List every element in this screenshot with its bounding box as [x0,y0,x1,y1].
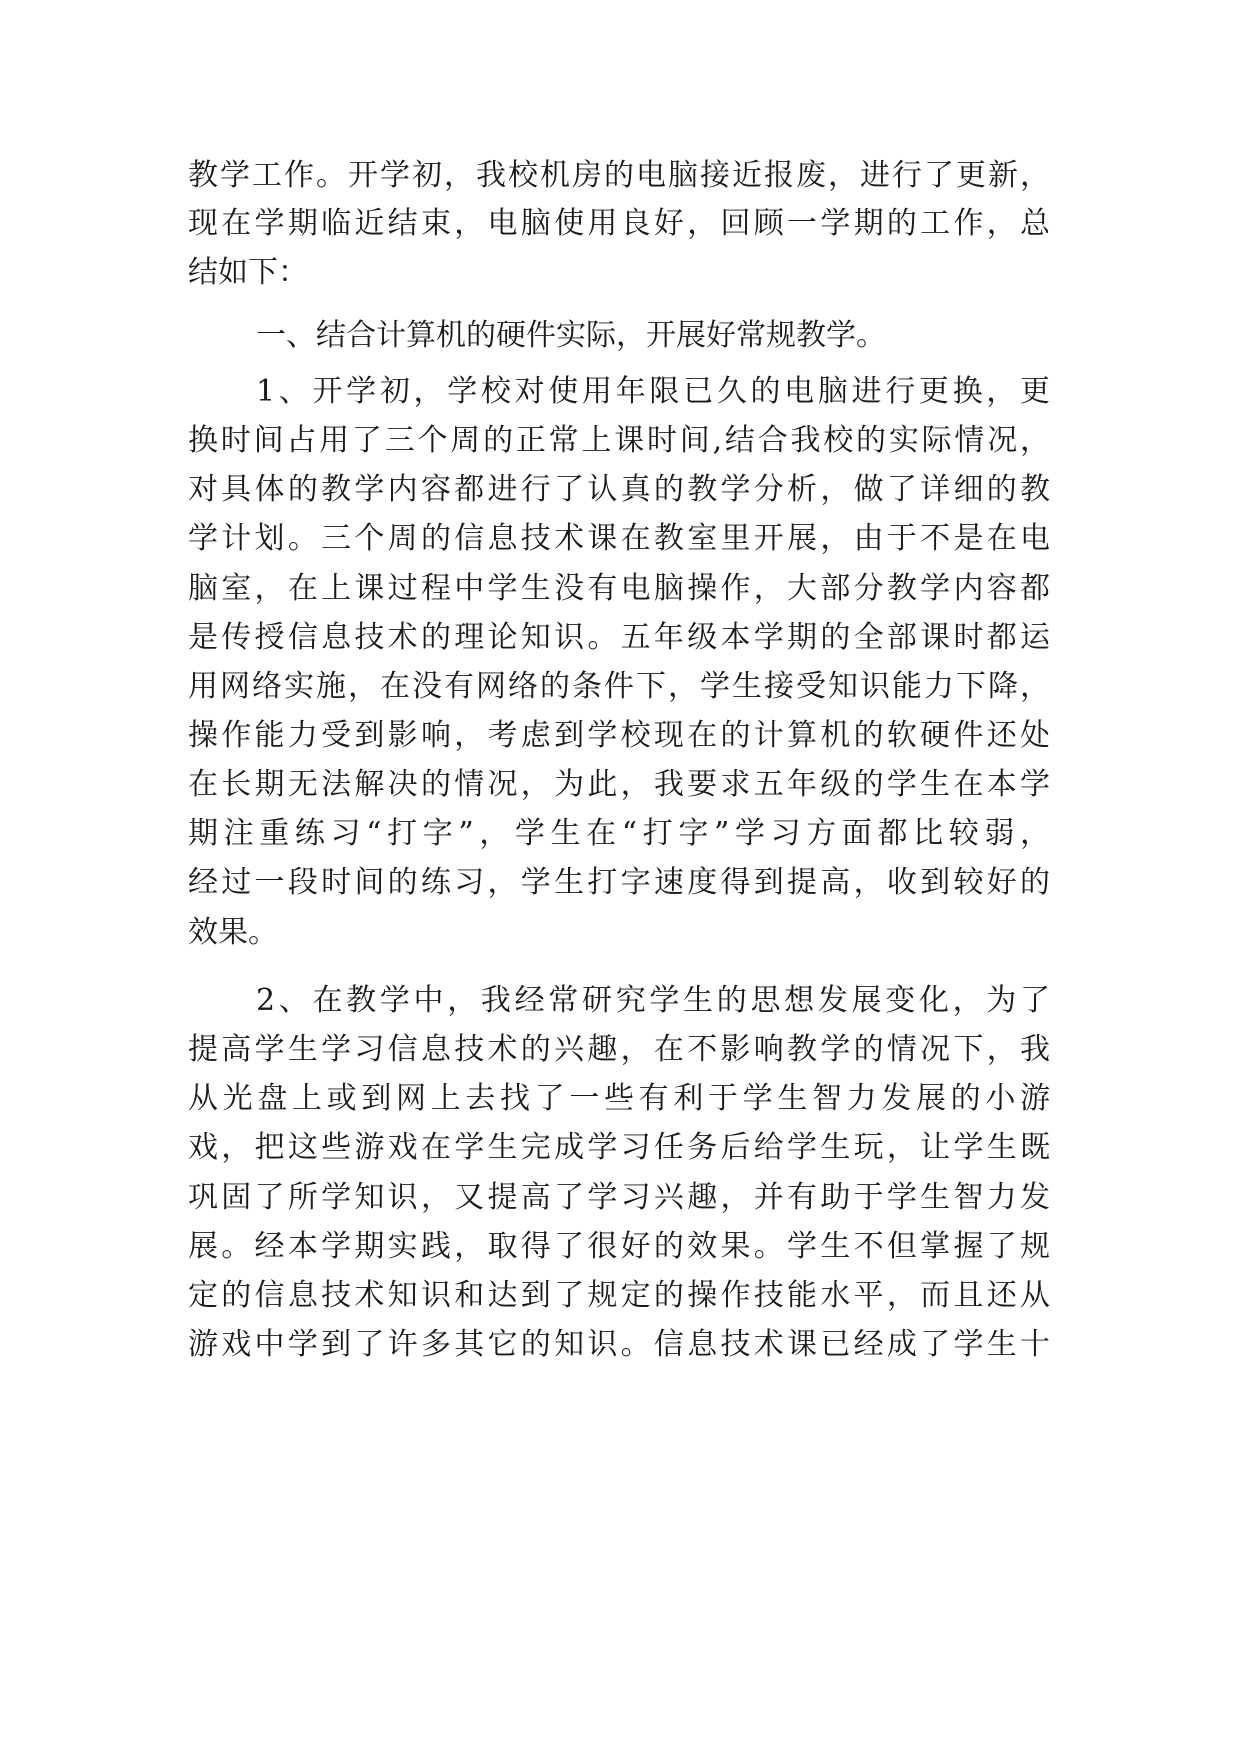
text-line: 用网络实施，在没有网络的条件下，学生接受知识能力下降， [188,669,1050,704]
text-line: 期注重练习“打字”，学生在“打字”学习方面都比较弱， [188,816,1050,851]
text-line: 效果。 [188,915,278,950]
text-line: 2、在教学中，我经常研究学生的思想发展变化，为了 [256,983,1050,1018]
text-line: 是传授信息技术的理论知识。五年级本学期的全部课时都运 [188,620,1050,655]
text-line: 现在学期临近结束，电脑使用良好，回顾一学期的工作，总 [188,206,1050,241]
text-line: 定的信息技术知识和达到了规定的操作技能水平，而且还从 [188,1278,1050,1313]
text-line: 提高学生学习信息技术的兴趣，在不影响教学的情况下，我 [188,1032,1050,1067]
section-heading: 一、结合计算机的硬件实际，开展好常规教学。 [256,318,886,353]
text-line: 脑室，在上课过程中学生没有电脑操作，大部分教学内容都 [188,571,1050,606]
text-line: 1、开学初，学校对使用年限已久的电脑进行更换，更 [256,374,1050,409]
text-line: 教学工作。开学初，我校机房的电脑接近报废，进行了更新， [188,158,1050,193]
text-line: 经过一段时间的练习，学生打字速度得到提高，收到较好的 [188,865,1050,900]
text-line: 对具体的教学内容都进行了认真的教学分析，做了详细的教 [188,472,1050,507]
text-line: 学计划。三个周的信息技术课在教室里开展，由于不是在电 [188,521,1050,556]
text-line: 展。经本学期实践，取得了很好的效果。学生不但掌握了规 [188,1229,1050,1264]
text-line: 操作能力受到影响，考虑到学校现在的计算机的软硬件还处 [188,718,1050,753]
text-line: 在长期无法解决的情况，为此，我要求五年级的学生在本学 [188,767,1050,802]
text-line: 换时间占用了三个周的正常上课时间,结合我校的实际情况， [188,423,1050,458]
text-line: 结如下： [188,255,308,290]
text-line: 从光盘上或到网上去找了一些有利于学生智力发展的小游 [188,1081,1050,1116]
text-line: 戏，把这些游戏在学生完成学习任务后给学生玩，让学生既 [188,1130,1050,1165]
text-line: 游戏中学到了许多其它的知识。信息技术课已经成了学生十 [188,1327,1050,1362]
text-line: 巩固了所学知识，又提高了学习兴趣，并有助于学生智力发 [188,1180,1050,1215]
